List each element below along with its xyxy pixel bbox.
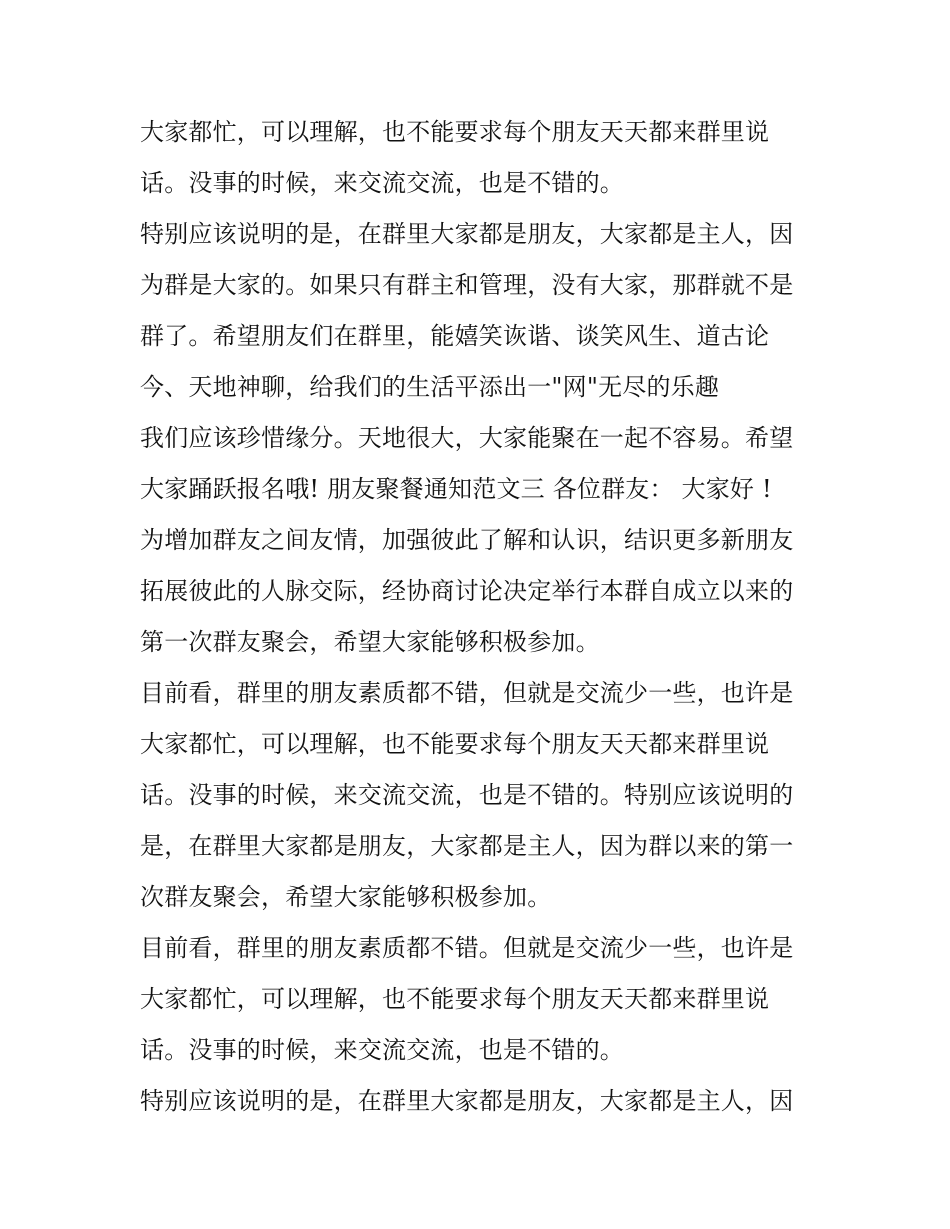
text-line: 大家都忙，可以理解，也不能要求每个朋友天天都来群里说 — [140, 730, 770, 758]
text-line: 目前看，群里的朋友素质都不错。但就是交流少一些，也许是 — [140, 934, 794, 962]
text-line: 群了。希望朋友们在群里，能嬉笑诙谐、谈笑风生、道古论 — [140, 322, 770, 350]
text-line: 是，在群里大家都是朋友，大家都是主人，因为群以来的第一 — [140, 832, 794, 860]
text-line: 话。没事的时候，来交流交流，也是不错的。特别应该说明的 — [140, 781, 794, 809]
text-line: 为群是大家的。如果只有群主和管理，没有大家，那群就不是 — [140, 271, 794, 299]
text-line: 特别应该说明的是，在群里大家都是朋友，大家都是主人，因 — [140, 220, 794, 248]
text-line: 话。没事的时候，来交流交流，也是不错的。 — [140, 1036, 624, 1064]
text-line: 我们应该珍惜缘分。天地很大，大家能聚在一起不容易。希望 — [140, 424, 794, 452]
text-line: 次群友聚会，希望大家能够积极参加。 — [140, 883, 552, 911]
text-line: 为增加群友之间友情，加强彼此了解和认识，结识更多新朋友 — [140, 526, 794, 554]
text-line: 大家都忙，可以理解，也不能要求每个朋友天天都来群里说 — [140, 985, 770, 1013]
document-body — [140, 107, 830, 1127]
text-line: 大家都忙，可以理解，也不能要求每个朋友天天都来群里说 — [140, 118, 770, 146]
text-line: 话。没事的时候，来交流交流，也是不错的。 — [140, 169, 624, 197]
text-line: 今、天地神聊，给我们的生活平添出一"网"无尽的乐趣 — [140, 373, 720, 401]
text-line: 特别应该说明的是，在群里大家都是朋友，大家都是主人，因 — [140, 1087, 794, 1115]
text-line: 大家踊跃报名哦! 朋友聚餐通知范文三 各位群友： 大家好 ! — [140, 475, 772, 503]
text-line: 拓展彼此的人脉交际，经协商讨论决定举行本群自成立以来的 — [140, 577, 794, 605]
text-line: 目前看，群里的朋友素质都不错，但就是交流少一些，也许是 — [140, 679, 794, 707]
text-line: 第一次群友聚会，希望大家能够积极参加。 — [140, 628, 600, 656]
